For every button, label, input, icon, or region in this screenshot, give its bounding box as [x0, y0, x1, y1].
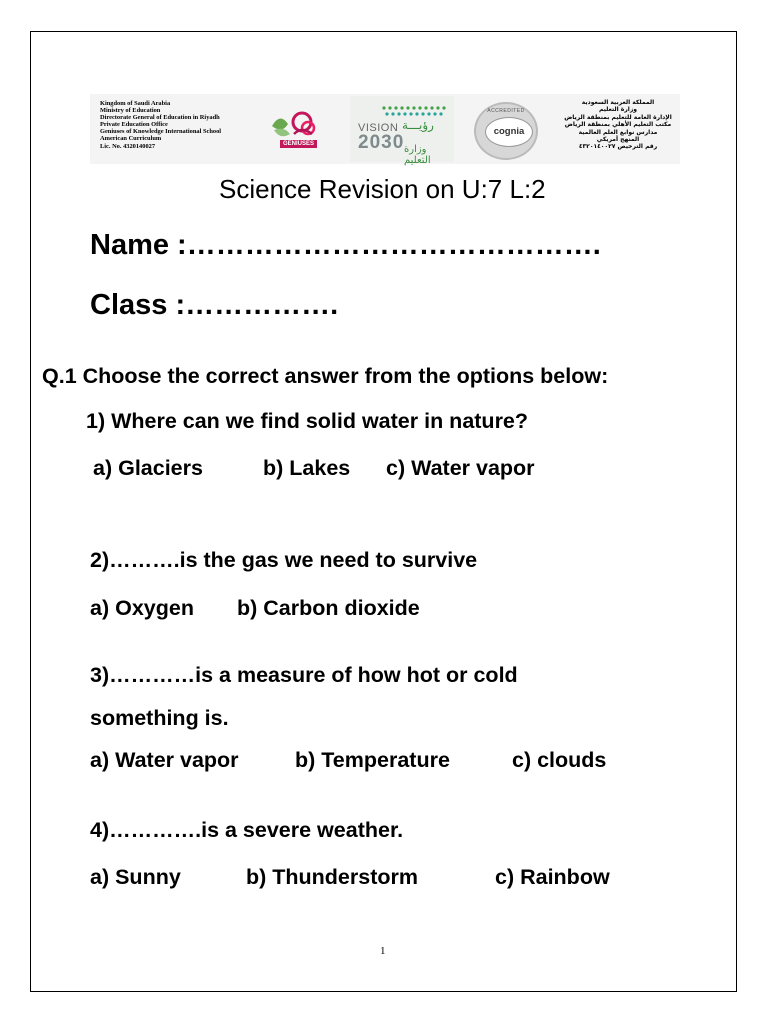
- header-en-line: Directorate General of Education in Riyadh: [100, 114, 220, 122]
- school-info-arabic: [558, 99, 678, 151]
- vision-word: VISION: [358, 122, 399, 134]
- cognia-name: cognia: [485, 117, 533, 147]
- ministry-arabic: وزارة التعليم: [404, 144, 431, 166]
- cognia-accredited-text: ACCREDITED: [487, 108, 525, 114]
- q3-option-c: c) clouds: [512, 748, 607, 772]
- q1-option-a: a) Glaciers: [93, 456, 203, 480]
- vision-year: 2030: [358, 132, 405, 153]
- question-instruction: Q.1 Choose the correct answer from the options below:: [42, 364, 609, 388]
- header-en-line: Private Education Office: [100, 121, 168, 129]
- vision-2030-logo: [350, 96, 454, 166]
- header-ar-line: المنهج أمريكي: [596, 136, 640, 144]
- geniuses-logo: [262, 104, 328, 156]
- worksheet-title: Science Revision on U:7 L:2: [219, 174, 546, 204]
- cognia-accreditation-seal: [470, 102, 544, 160]
- header-en-line: Lic. No. 4320140027: [100, 142, 156, 150]
- header-en-line: Kingdom of Saudi Arabia: [100, 100, 171, 107]
- class-field-line: Class :…………….: [90, 289, 339, 321]
- question-4: 4)………….is a severe weather.: [90, 818, 404, 842]
- q4-option-b: b) Thunderstorm: [246, 865, 418, 889]
- q1-option-b: b) Lakes: [263, 456, 351, 480]
- q4-option-a: a) Sunny: [90, 865, 181, 889]
- geniuses-emblem-icon: [262, 104, 328, 156]
- question-1: 1) Where can we find solid water in nature?: [86, 409, 529, 433]
- vision-arabic: رؤيـــة: [402, 118, 434, 132]
- q4-option-c: c) Rainbow: [495, 865, 610, 889]
- header-en-line: American Curriculum: [100, 135, 162, 143]
- q2-option-a: a) Oxygen: [90, 596, 194, 620]
- header-ar-line: رقم الترخيص ٤٣٢٠١٤٠٠٢٧: [578, 143, 658, 151]
- question-2: 2)……….is the gas we need to survive: [90, 548, 478, 572]
- header-en-line: Ministry of Education: [100, 107, 161, 115]
- header-ar-line: مكتب التعليم الأهلي بمنطقة الرياض: [564, 121, 672, 129]
- question-3-line-2: something is.: [90, 706, 229, 730]
- question-3-line-1: 3)…………is a measure of how hot or cold: [90, 663, 518, 687]
- geniuses-logo-label: GENIUSES: [280, 140, 317, 148]
- header-ar-line: وزارة التعليم: [598, 106, 638, 114]
- header-en-line: Geniuses of Knowledge International School: [100, 128, 222, 136]
- q3-option-a: a) Water vapor: [90, 748, 239, 772]
- header-ar-line: المملكة العربية السعودية: [581, 99, 655, 106]
- name-field-line: Name :…………………………………….: [90, 229, 601, 261]
- header-ar-line: الإدارة العامة للتعليم بمنطقة الرياض: [564, 113, 672, 121]
- q3-option-b: b) Temperature: [295, 748, 450, 772]
- q1-option-c: c) Water vapor: [386, 456, 535, 480]
- school-info-english: [100, 100, 221, 150]
- header-ar-line: مدارس نوابغ العلم العالمية: [578, 128, 658, 136]
- page-number: 1: [380, 945, 386, 957]
- q2-option-b: b) Carbon dioxide: [237, 596, 420, 620]
- cognia-seal-icon: [474, 102, 538, 160]
